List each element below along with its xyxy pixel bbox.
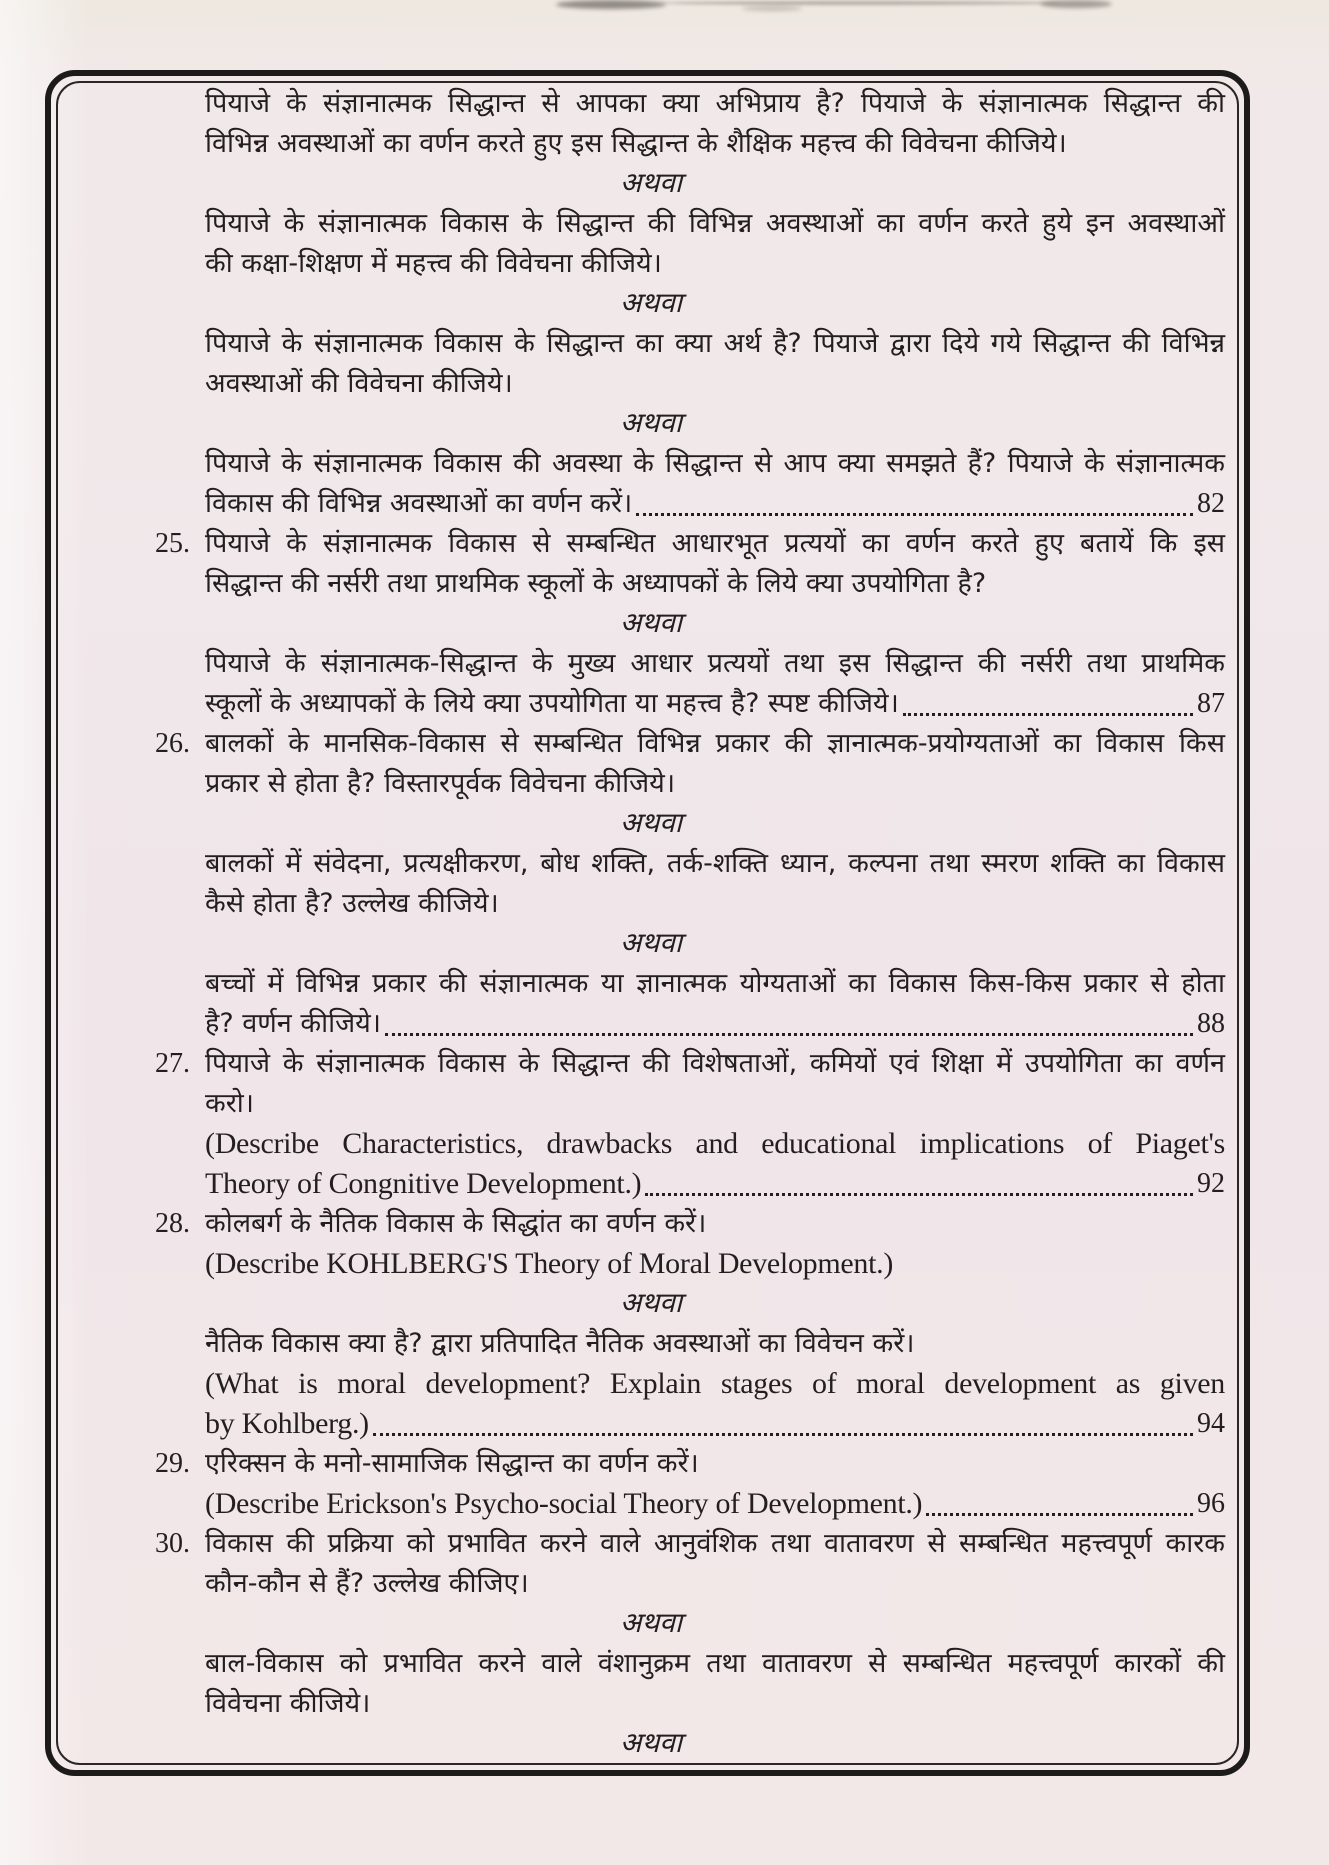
toc-line <box>155 1484 1225 1524</box>
or-label: अथवा <box>619 608 683 639</box>
dot-leader <box>926 1513 1193 1516</box>
toc-line <box>155 1324 1225 1364</box>
question-line <box>155 1444 1225 1484</box>
toc-line <box>155 444 1225 484</box>
line-text: कौन-कौन से हैं? उल्लेख कीजिए। <box>205 1568 529 1599</box>
or-separator <box>155 604 1225 644</box>
toc-line <box>155 244 1225 284</box>
line-text: पियाजे के संज्ञानात्मक विकास से सम्बन्धित आधारभूत प्रत्ययों का वर्णन करते हुए बतायें कि इस <box>205 528 1225 559</box>
page-number: 82 <box>1197 488 1225 519</box>
toc-line <box>155 884 1225 924</box>
toc-line <box>155 1644 1225 1684</box>
toc-line <box>155 964 1225 1004</box>
line-text: पियाजे के संज्ञानात्मक विकास के सिद्धान्त की विशेषताओं, कमियों एवं शिक्षा में उपयोगिता का वर्णन <box>205 1048 1225 1079</box>
or-label: अथवा <box>619 1288 683 1319</box>
dot-leader <box>903 713 1193 716</box>
toc-line <box>155 764 1225 804</box>
or-separator <box>155 164 1225 204</box>
or-label: अथवा <box>619 928 683 959</box>
scan-artifact <box>1040 0 1112 8</box>
toc-line <box>155 1244 1225 1284</box>
line-text: (What is moral development? Explain stages of moral development as given <box>205 1367 1225 1400</box>
or-separator <box>155 1284 1225 1324</box>
question-number: 27. <box>155 1048 190 1079</box>
toc-line <box>155 844 1225 884</box>
page-number: 96 <box>1197 1488 1225 1519</box>
line-text: पियाजे के संज्ञानात्मक-सिद्धान्त के मुख्य आधार प्रत्ययों तथा इस सिद्धान्त की नर्सरी तथा प्राथमिक <box>205 648 1225 679</box>
line-text: पियाजे के संज्ञानात्मक विकास के सिद्धान्त की विभिन्न अवस्थाओं का वर्णन करते हुये इन अवस्थाओं <box>205 208 1225 239</box>
question-number: 28. <box>155 1208 190 1239</box>
dot-leader <box>373 1433 1193 1436</box>
question-line <box>155 1204 1225 1244</box>
toc-line <box>155 1564 1225 1604</box>
toc-line <box>155 564 1225 604</box>
toc-line <box>155 204 1225 244</box>
or-label: अथवा <box>619 408 683 439</box>
toc-line <box>155 1164 1225 1204</box>
toc-rows <box>155 84 1225 1764</box>
question-number: 29. <box>155 1448 190 1479</box>
line-text: विकास की विभिन्न अवस्थाओं का वर्णन करें। <box>205 488 633 519</box>
line-text: बालकों के मानसिक-विकास से सम्बन्धित विभिन्न प्रकार की ज्ञानात्मक-प्रयोग्यताओं का विकास किस <box>205 728 1225 759</box>
line-text: बालकों में संवेदना, प्रत्यक्षीकरण, बोध शक्ति, तर्क-शक्ति ध्यान, कल्पना तथा स्मरण शक्ति का विकास <box>205 848 1225 879</box>
question-number: 30. <box>155 1528 190 1559</box>
line-text: (Describe Erickson's Psycho-social Theory of Development.) <box>205 1487 923 1520</box>
page-number: 92 <box>1197 1168 1225 1199</box>
toc-line <box>155 124 1225 164</box>
line-text: by Kohlberg.) <box>205 1407 369 1440</box>
question-number: 25. <box>155 528 190 559</box>
toc-line <box>155 364 1225 404</box>
toc-line <box>155 644 1225 684</box>
line-text: बच्चों में विभिन्न प्रकार की संज्ञानात्मक या ज्ञानात्मक योग्यताओं का विकास किस-किस प्रकार से होता <box>205 968 1225 999</box>
question-line <box>155 724 1225 764</box>
scan-artifact <box>660 1 1060 5</box>
or-label: अथवा <box>619 808 683 839</box>
toc-line <box>155 84 1225 124</box>
line-text: (Describe KOHLBERG'S Theory of Moral Development.) <box>205 1247 894 1280</box>
page-number: 94 <box>1197 1408 1225 1439</box>
line-text: पियाजे के संज्ञानात्मक विकास की अवस्था के सिद्धान्त से आप क्या समझते हैं? पियाजे के संज्ञानात्मक <box>205 448 1225 479</box>
or-separator <box>155 924 1225 964</box>
or-separator <box>155 1604 1225 1644</box>
question-line <box>155 1524 1225 1564</box>
toc-line <box>155 1404 1225 1444</box>
page-number: 88 <box>1197 1008 1225 1039</box>
toc-line <box>155 1364 1225 1404</box>
line-text: बाल-विकास को प्रभावित करने वाले वंशानुक्रम तथा वातावरण से सम्बन्धित महत्त्वपूर्ण कारकों की <box>205 1648 1225 1679</box>
toc-line <box>155 1004 1225 1044</box>
line-text: प्रकार से होता है? विस्तारपूर्वक विवेचना कीजिये। <box>205 768 676 799</box>
dot-leader <box>636 513 1193 516</box>
toc-line <box>155 1684 1225 1724</box>
line-text: अवस्थाओं की विवेचना कीजिये। <box>205 368 513 399</box>
line-text: कैसे होता है? उल्लेख कीजिये। <box>205 888 499 919</box>
line-text: नैतिक विकास क्या है? द्वारा प्रतिपादित नैतिक अवस्थाओं का विवेचन करें। <box>205 1328 915 1359</box>
or-separator <box>155 804 1225 844</box>
page-number: 87 <box>1197 688 1225 719</box>
or-separator <box>155 1724 1225 1764</box>
line-text: एरिक्सन के मनो-सामाजिक सिद्धान्त का वर्णन करें। <box>205 1448 699 1479</box>
toc-line <box>155 684 1225 724</box>
dot-leader <box>645 1193 1193 1196</box>
toc-line <box>155 1084 1225 1124</box>
or-label: अथवा <box>619 1728 683 1759</box>
line-text: करो। <box>205 1088 255 1119</box>
or-label: अथवा <box>619 1608 683 1639</box>
or-label: अथवा <box>619 288 683 319</box>
question-line <box>155 1044 1225 1084</box>
toc-line <box>155 484 1225 524</box>
line-text: की कक्षा-शिक्षण में महत्त्व की विवेचना कीजिये। <box>205 248 662 279</box>
toc-line <box>155 324 1225 364</box>
line-text: पियाजे के संज्ञानात्मक विकास के सिद्धान्त का क्या अर्थ है? पियाजे द्वारा दिये गये सिद्धान्त की विभिन्न <box>205 328 1225 359</box>
line-text: विवेचना कीजिये। <box>205 1688 371 1719</box>
line-text: विकास की प्रक्रिया को प्रभावित करने वाले आनुवंशिक तथा वातावरण से सम्बन्धित महत्त्वपूर्ण कारक <box>205 1528 1225 1559</box>
or-separator <box>155 284 1225 324</box>
line-text: कोलबर्ग के नैतिक विकास के सिद्धांत का वर्णन करें। <box>205 1208 707 1239</box>
line-text: है? वर्णन कीजिये। <box>205 1008 381 1039</box>
scan-artifact <box>742 6 802 11</box>
or-label: अथवा <box>619 168 683 199</box>
line-text: पियाजे के संज्ञानात्मक सिद्धान्त से आपका क्या अभिप्राय है? पियाजे के संज्ञानात्मक सिद्धान्त की <box>205 88 1225 119</box>
scan-artifact <box>556 0 666 9</box>
toc-line <box>155 1124 1225 1164</box>
line-text: Theory of Congnitive Development.) <box>205 1167 642 1200</box>
or-separator <box>155 404 1225 444</box>
dot-leader <box>385 1033 1193 1036</box>
line-text: सिद्धान्त की नर्सरी तथा प्राथमिक स्कूलों के अध्यापकों के लिये क्या उपयोगिता है? <box>205 568 987 599</box>
question-line <box>155 524 1225 564</box>
line-text: (Describe Characteristics, drawbacks and educational implications of Piaget's <box>205 1127 1225 1160</box>
line-text: स्कूलों के अध्यापकों के लिये क्या उपयोगिता या महत्त्व है? स्पष्ट कीजिये। <box>205 688 899 719</box>
line-text: विभिन्न अवस्थाओं का वर्णन करते हुए इस सिद्धान्त के शैक्षिक महत्त्व की विवेचना कीजिये। <box>205 128 1067 159</box>
question-number: 26. <box>155 728 190 759</box>
